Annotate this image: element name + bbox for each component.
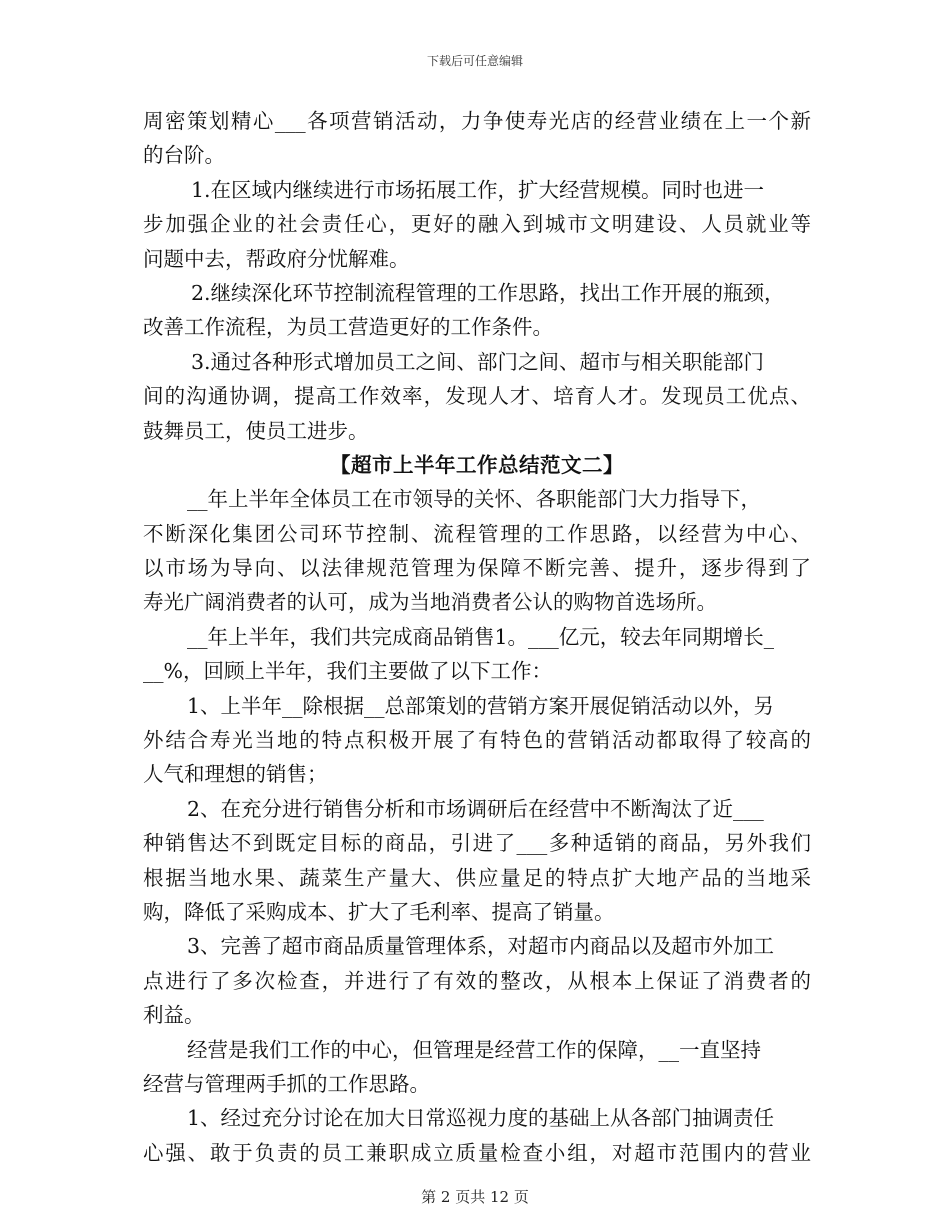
text-line: 经营与管理两手抓的工作思路。 (143, 1071, 430, 1096)
text-line: 以市场为导向、以法律规范管理为保障不断完善、提升，逐步得到了 (143, 556, 811, 581)
text-line: 3、完善了超市商品质量管理体系，对超市内商品以及超市外加工 (187, 934, 775, 959)
text-line: 点进行了多次检查，并进行了有效的整改，从根本上保证了消费者的 (143, 968, 811, 993)
text-line: 周密策划精心___各项营销活动，力争使寿光店的经营业绩在上一个新 (143, 109, 811, 133)
text-line: 寿光广阔消费者的认可，成为当地消费者公认的购物首选场所。 (143, 590, 717, 615)
document-body (143, 104, 811, 1170)
section-heading: 【超市上半年工作总结范文二】 (330, 452, 624, 477)
text-line: 经营是我们工作的中心，但管理是经营工作的保障，__一直坚持 (187, 1037, 761, 1062)
text-line: 问题中去，帮政府分忧解难。 (143, 246, 410, 271)
text-line: 改善工作流程，为员工营造更好的工作条件。 (143, 315, 553, 340)
text-line: 1、经过充分讨论在加大日常巡视力度的基础上从各部门抽调责任 (187, 1106, 775, 1131)
text-line: 步加强企业的社会责任心，更好的融入到城市文明建设、人员就业等 (143, 212, 811, 237)
text-line: 根据当地水果、蔬菜生产量大、供应量足的特点扩大地产品的当地采 (143, 865, 811, 890)
text-line: __%，回顾上半年，我们主要做了以下工作： (143, 659, 552, 684)
text-line: 2、在充分进行销售分析和市场调研后在经营中不断淘汰了近___ (187, 796, 764, 821)
text-line: __年上半年，我们共完成商品销售1。___亿元，较去年同期增长_ (187, 624, 775, 649)
page-number-footer: 第 2 页共 12 页 (421, 1188, 529, 1206)
text-line: 心强、敢于负责的员工兼职成立质量检查小组，对超市范围内的营业 (143, 1140, 811, 1165)
text-line: 1、上半年__除根据__总部策划的营销方案开展促销活动以外，另 (187, 693, 775, 718)
text-line: 间的沟通协调，提高工作效率，发现人才、培育人才。发现员工优点、 (143, 384, 811, 409)
text-line: 的台阶。 (143, 143, 225, 168)
text-line: 利益。 (143, 1003, 205, 1028)
text-line: 鼓舞员工，使员工进步。 (143, 418, 369, 443)
text-line: 不断深化集团公司环节控制、流程管理的工作思路，以经营为中心、 (143, 521, 811, 546)
text-line: 2.继续深化环节控制流程管理的工作思路，找出工作开展的瓶颈， (191, 280, 785, 305)
text-line: 外结合寿光当地的特点积极开展了有特色的营销活动都取得了较高的 (143, 728, 811, 753)
text-line: 1.在区域内继续进行市场拓展工作，扩大经营规模。同时也进一 (191, 177, 765, 202)
text-line: __年上半年全体员工在市领导的关怀、各职能部门大力指导下， (187, 487, 761, 512)
text-line: 3.通过各种形式增加员工之间、部门之间、超市与相关职能部门 (191, 349, 765, 374)
text-line: 种销售达不到既定目标的商品，引进了___多种适销的商品，另外我们 (143, 831, 811, 856)
text-line: 购，降低了采购成本、扩大了毛利率、提高了销量。 (143, 899, 615, 924)
text-line: 人气和理想的销售； (143, 762, 328, 787)
page-header: 下载后可任意编辑 (426, 54, 523, 68)
